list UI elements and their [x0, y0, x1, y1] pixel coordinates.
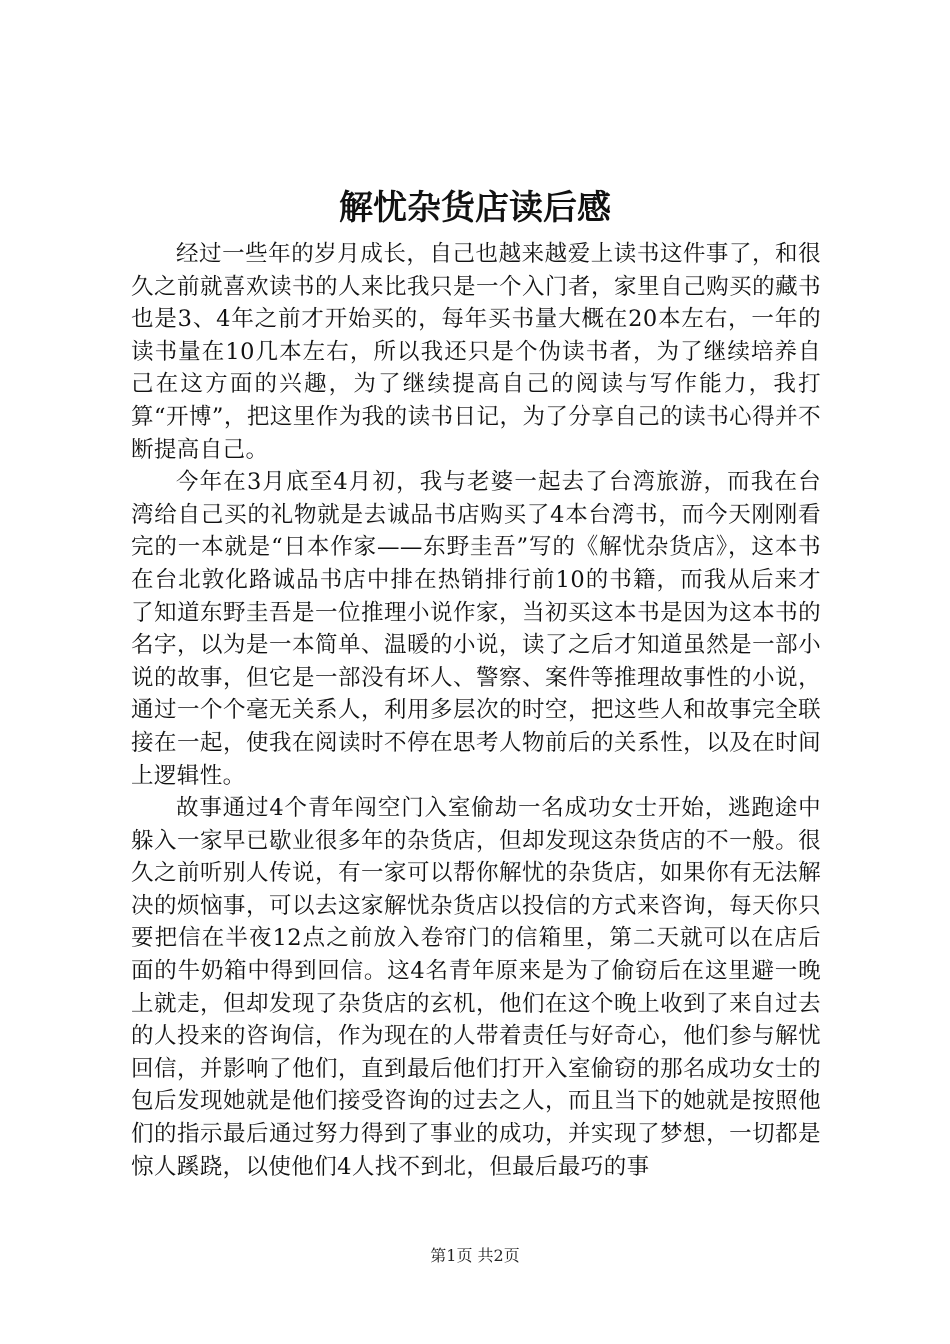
paragraph-1: 经过一些年的岁月成长，自己也越来越爱上读书这件事了，和很久之前就喜欢读书的人来比我只是一个入门者，家里自己购买的藏书也是3、4年之前才开始买的，每年买书量大概在20本左右，一年的读书量在10几本左右，所以我还只是个伪读书者，为了继续培养自己在这方面的兴趣，为了继续提高自己的阅读与写作能力，我打算“开博”，把这里作为我的读书日记，为了分享自己的读书心得并不断提高自己。 — [131, 241, 821, 463]
document-title: 解忧杂货店读后感 — [339, 188, 611, 228]
document-body — [131, 238, 821, 1183]
paragraph-3: 故事通过4个青年闯空门入室偷劫一名成功女士开始，逃跑途中躲入一家早已歇业很多年的杂货店，但却发现这杂货店的不一般。很久之前听别人传说，有一家可以帮你解忧的杂货店，如果你有无法解决的烦恼事，可以去这家解忧杂货店以投信的方式来咨询，每天你只要把信在半夜12点之前放入卷帘门的信箱里，第二天就可以在店后面的牛奶箱中得到回信。这4名青年原来是为了偷窃后在这里避一晚上就走，但却发现了杂货店的玄机，他们在这个晚上收到了来自过去的人投来的咨询信，作为现在的人带着责任与好奇心，他们参与解忧回信，并影响了他们，直到最后他们打开入室偷窃的那名成功女士的包后发现她就是他们接受咨询的过去之人，而且当下的她就是按照他们的指示最后通过努力得到了事业的成功，并实现了梦想，一切都是惊人蹊跷，以使他们4人找不到北，但最后最巧的事 — [131, 795, 821, 1180]
page-number-footer: 第1页 共2页 — [430, 1246, 520, 1265]
paragraph-2: 今年在3月底至4月初，我与老婆一起去了台湾旅游，而我在台湾给自己买的礼物就是去诚品书店购买了4本台湾书，而今天刚刚看完的一本就是“日本作家——东野圭吾”写的《解忧杂货店》，这本书在台北敦化路诚品书店中排在热销排行前10的书籍，而我从后来才了知道东野圭吾是一位推理小说作家，当初买这本书是因为这本书的名字，以为是一本简单、温暖的小说，读了之后才知道虽然是一部小说的故事，但它是一部没有坏人、警察、案件等推理故事性的小说，通过一个个毫无关系人，利用多层次的时空，把这些人和故事完全联接在一起，使我在阅读时不停在思考人物前后的关系性，以及在时间上逻辑性。 — [131, 469, 821, 789]
